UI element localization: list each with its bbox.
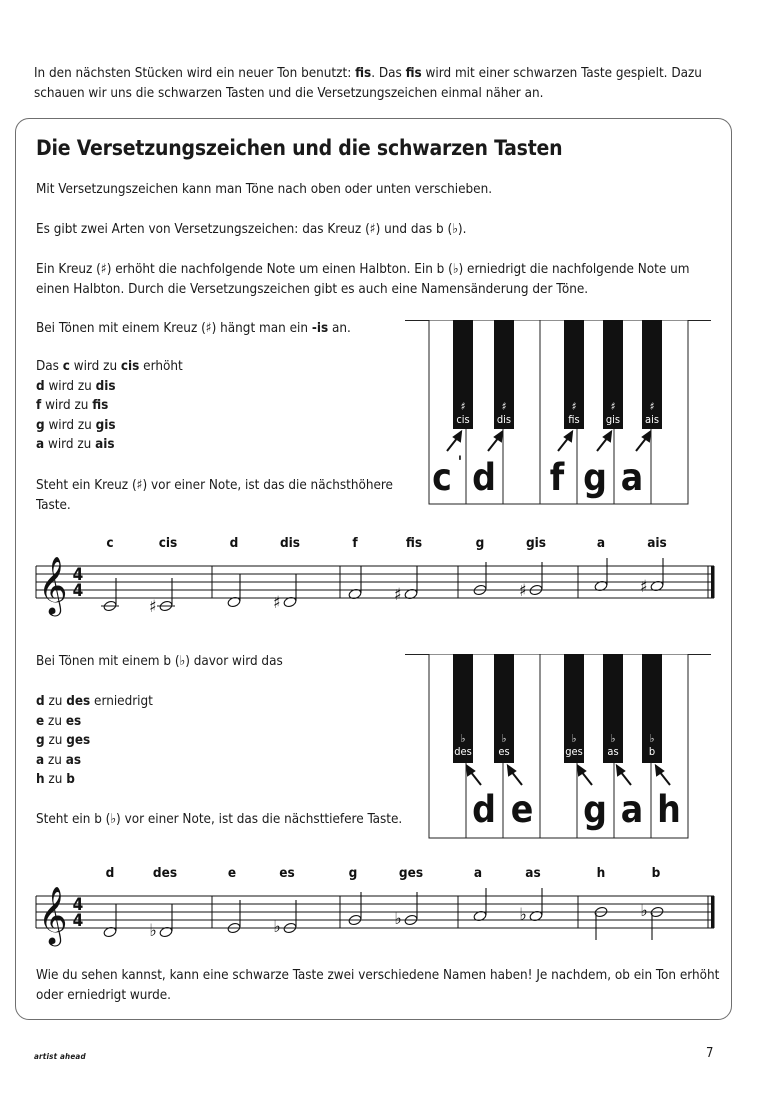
svg-text:♯: ♯ (149, 597, 157, 617)
flat-row: h zu b (36, 772, 75, 788)
note-label: es (279, 865, 295, 881)
black-key-symbol: ♯ (610, 400, 616, 413)
black-key-symbol: ♭ (571, 732, 577, 745)
white-key-letter: h (657, 788, 681, 831)
black-key-symbol: ♭ (501, 732, 507, 745)
note-label: a (596, 535, 606, 551)
note-label: ges (398, 865, 424, 881)
black-key-symbol: ♯ (571, 400, 577, 413)
sharp-staff (30, 530, 720, 620)
paragraph-types: Es gibt zwei Arten von Versetzungszeichen: das Kreuz (♯) und das b (♭). (36, 222, 467, 237)
sharp-row: d wird zu dis (36, 378, 116, 394)
treble-clef-icon: 𝄞 (38, 556, 68, 614)
note-label: g (475, 535, 485, 551)
flat-conclusion: Steht ein b (♭) vor einer Note, ist das die nächsttiefere Taste. (36, 812, 403, 827)
note-label: cis (158, 535, 178, 551)
svg-text:♭: ♭ (640, 901, 648, 921)
svg-text:♭: ♭ (149, 921, 157, 941)
black-key-name: b (648, 745, 656, 758)
paragraph-halftone: Ein Kreuz (♯) erhöht die nachfolgende Note um einen Halbton. Ein b (♭) erniedrigt die nachfolgende Note um einen Halbton. Durch die Versetzungszeichen gibt es auch eine Namensänderung der Töne. (36, 262, 690, 297)
black-key-name: cis (456, 413, 470, 426)
white-key-letter: a (620, 788, 644, 831)
sharp-intro: Bei Tönen mit einem Kreuz (♯) hängt man ein -is an. (36, 321, 351, 336)
note-label: fis (405, 535, 423, 551)
treble-clef-icon: 𝄞 (38, 886, 68, 944)
sharp-keyboard (405, 320, 711, 506)
white-key-letter: g (583, 788, 607, 831)
svg-text:♯: ♯ (273, 593, 281, 613)
svg-text:♯: ♯ (519, 581, 527, 601)
black-key-name: des (454, 745, 472, 758)
black-key-name: fis (568, 413, 580, 426)
time-signature-bottom: 4 (72, 911, 84, 931)
black-key-name: ges (565, 745, 583, 758)
note-label: d (105, 865, 115, 881)
white-key-letter: d (472, 788, 496, 831)
note-label: c (106, 535, 114, 551)
closing-text: Wie du sehen kannst, kann eine schwarze Taste zwei verschiedene Namen haben! Je nachdem, ob ein Ton erhöht oder erniedrigt wurde. (36, 968, 720, 1003)
white-key-letter: e (510, 788, 534, 831)
black-key-name: es (498, 745, 510, 758)
black-key-symbol: ♯ (501, 400, 507, 413)
note-label: g (348, 865, 358, 881)
note-label: h (596, 865, 606, 881)
time-signature-bottom: 4 (72, 581, 84, 601)
note-label: a (473, 865, 483, 881)
white-key-letter: a (620, 456, 644, 499)
note-label: gis (525, 535, 547, 551)
black-key-symbol: ♯ (649, 400, 655, 413)
flat-staff (30, 860, 720, 952)
sharp-list (36, 357, 183, 455)
note-label: des (152, 865, 178, 881)
svg-text:♯: ♯ (394, 585, 402, 605)
white-key-letter: d (472, 456, 496, 499)
svg-text:♭: ♭ (273, 917, 281, 937)
white-key-letter: c (432, 456, 452, 499)
black-key-symbol: ♯ (460, 400, 466, 413)
flat-list (36, 692, 153, 790)
black-key-symbol: ♭ (610, 732, 616, 745)
time-signature-top: 4 (72, 895, 84, 915)
black-key-symbol: ♭ (460, 732, 466, 745)
note-label: b (651, 865, 661, 881)
intro-text: In den nächsten Stücken wird ein neuer Ton benutzt: fis. Das fis wird mit einer schwarzen Taste gespielt. Dazu schauen wir uns die schwarzen Tasten und die Versetzungszeichen einmal näher an. (34, 66, 702, 101)
note-label: ais (647, 535, 667, 551)
black-key-symbol: ♭ (649, 732, 655, 745)
svg-text:♯: ♯ (640, 577, 648, 597)
brand-logo: artist ahead (34, 1052, 86, 1061)
note-label: as (525, 865, 541, 881)
flat-row: g zu ges (36, 733, 91, 749)
black-key-name: gis (605, 413, 621, 426)
page-number: 7 (706, 1046, 714, 1061)
white-key-letter: g (583, 456, 607, 499)
note-label: d (229, 535, 239, 551)
paragraph-shift: Mit Versetzungszeichen kann man Töne nach oben oder unten verschieben. (36, 182, 493, 197)
black-key-name: as (607, 745, 619, 758)
flat-row: a zu as (36, 752, 82, 768)
sharp-row: a wird zu ais (36, 437, 115, 453)
black-key-name: ais (645, 413, 659, 426)
sharp-row: f wird zu fis (36, 398, 109, 414)
flat-row: d zu des erniedrigt (36, 694, 153, 709)
note-label: dis (279, 535, 301, 551)
flat-intro: Bei Tönen mit einem b (♭) davor wird das (36, 654, 283, 669)
svg-text:♭: ♭ (394, 909, 402, 929)
sharp-row: g wird zu gis (36, 417, 116, 433)
flat-icons (149, 901, 647, 941)
flat-keyboard (405, 654, 711, 840)
black-key-name: dis (496, 413, 512, 426)
sharp-conclusion: Steht ein Kreuz (♯) vor einer Note, ist das die nächsthöhere Taste. (36, 478, 393, 513)
time-signature-top: 4 (72, 565, 84, 585)
sharp-row: Das c wird zu cis erhöht (36, 359, 183, 374)
section-title: Die Versetzungszeichen und die schwarzen Tasten (36, 136, 563, 160)
svg-text:♭: ♭ (519, 905, 527, 925)
note-label: e (227, 865, 237, 881)
note-label: f (352, 535, 358, 551)
sharp-icons (149, 577, 647, 617)
flat-row: e zu es (36, 713, 82, 729)
prime-mark: ' (457, 452, 463, 471)
white-key-letter: f (549, 456, 565, 499)
